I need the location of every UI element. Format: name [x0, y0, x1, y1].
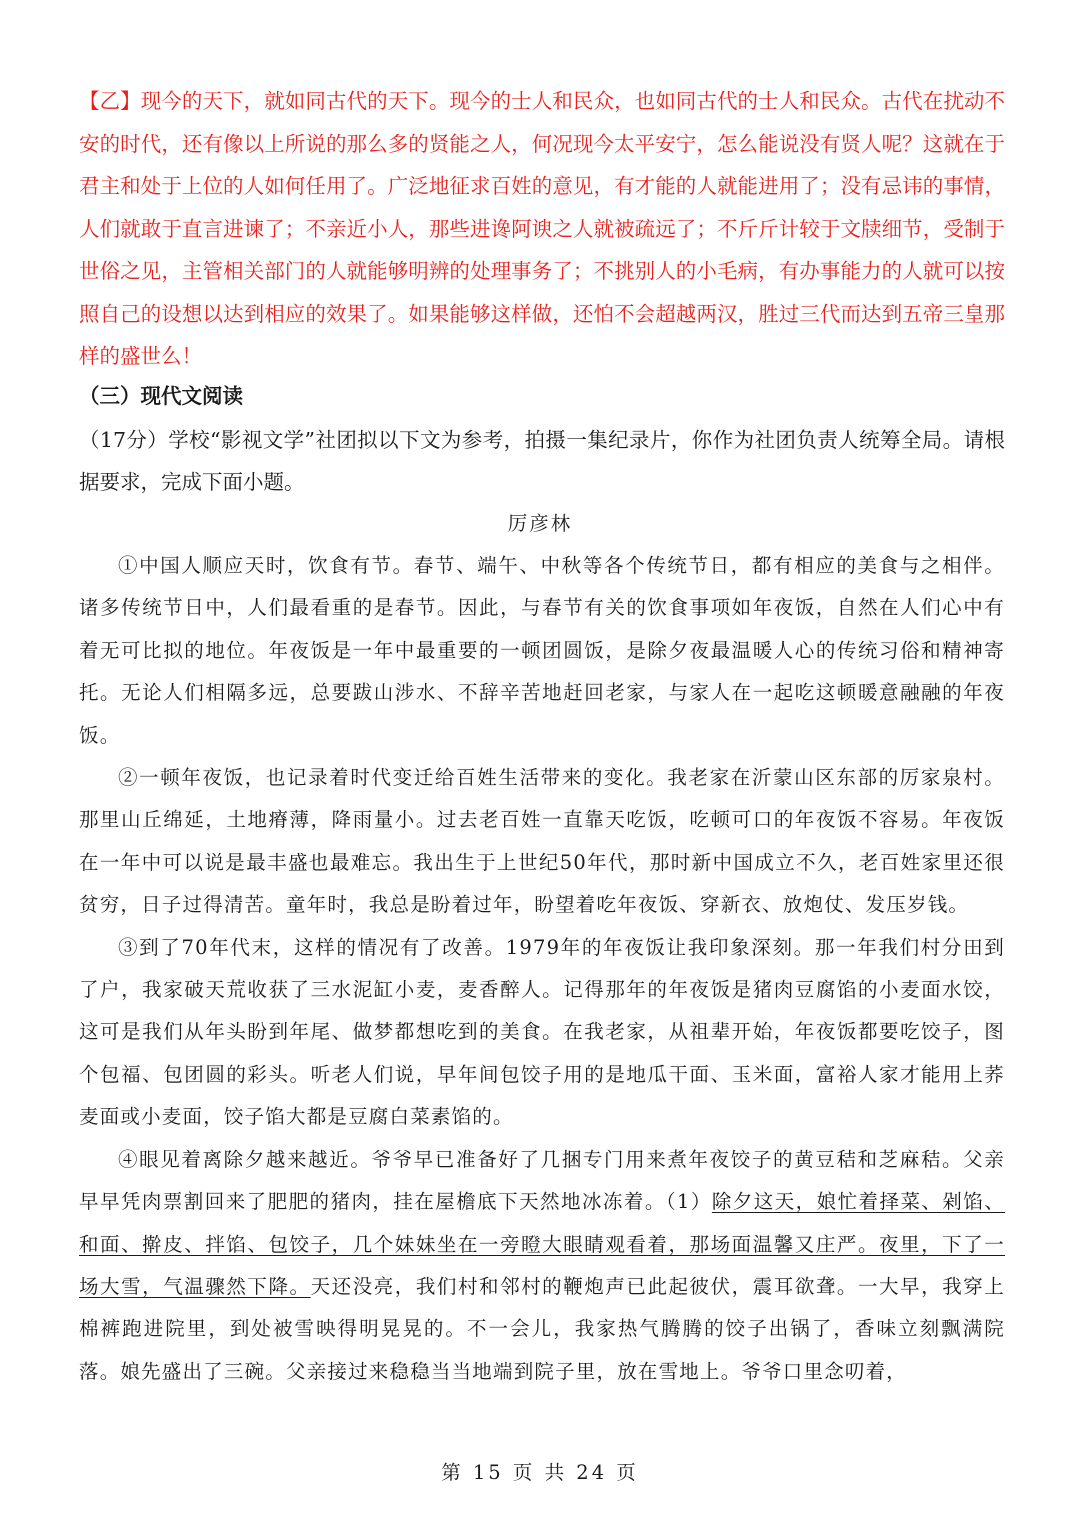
paragraph-4-lead: ④眼见着离除夕越来越近。爷爷早已准备好了几捆专门用来煮年夜饺子的黄豆秸和芝麻秸。父亲早早凭肉票割回来了肥肥的猪肉，挂在屋檐底下天然地冰冻着。	[79, 1147, 1005, 1214]
underlined-sentence: 除夕这天，娘忙着择菜、剁馅、和面、擀皮、拌馅、包饺子，几个妹妹坐在一旁瞪大眼睛观看着，那场面温馨又庄严。夜里，下了一场大雪，气温骤然下降。	[79, 1190, 1005, 1298]
page-number: 第 15 页 共 24 页	[441, 1461, 639, 1484]
paragraph-1: ①中国人顺应天时，饮食有节。春节、端午、中秋等各个传统节日，都有相应的美食与之相伴。诸多传统节日中，人们最看重的是春节。因此，与春节有关的饮食事项如年夜饭，自然在人们心中有着无可比拟的地位。年夜饭是一年中最重要的一顿团圆饭，是除夕夜最温暖人心的传统习俗和精神寄托。无论人们相隔多远，总要跋山涉水、不辞辛苦地赶回老家，与家人在一起吃这顿暖意融融的年夜饭。	[79, 554, 1005, 747]
paragraph-4	[79, 1139, 1005, 1393]
paragraph-2: ②一顿年夜饭，也记录着时代变迁给百姓生活带来的变化。我老家在沂蒙山区东部的厉家泉村。那里山丘绵延，土地瘠薄，降雨量小。过去老百姓一直靠天吃饭，吃顿可口的年夜饭不容易。年夜饭在一年中可以说是最丰盛也最难忘。我出生于上世纪50年代，那时新中国成立不久，老百姓家里还很贫穷，日子过得清苦。童年时，我总是盼着过年，盼望着吃年夜饭、穿新衣、放炮仗、发压岁钱。	[79, 766, 1005, 917]
task-instructions: （17分）学校“影视文学”社团拟以下文为参考，拍摄一集纪录片，你作为社团负责人统筹全局。请根据要求，完成下面小题。	[79, 428, 1005, 494]
question-marker: （1）	[665, 1190, 712, 1214]
article-author: 厉彦林	[507, 512, 573, 535]
translation-passage-b: 【乙】现今的天下，就如同古代的天下。现今的士人和民众，也如同古代的士人和民众。古代在扰动不安的时代，还有像以上所说的那么多的贤能之人，何况现今太平安宁，怎么能说没有贤人呢？这就在于君主和处于上位的人如何任用了。广泛地征求百姓的意见，有才能的人就能进用了；没有忌讳的事情，人们就敢于直言进谏了；不亲近小人，那些进谗阿谀之人就被疏远了；不斤斤计较于文牍细节，受制于世俗之见，主管相关部门的人就能够明辨的处理事务了；不挑别人的小毛病，有办事能力的人就可以按照自己的设想以达到相应的效果了。如果能够这样做，还怕不会超越两汉，胜过三代而达到五帝三皇那样的盛世么！	[79, 89, 1005, 368]
article-body	[79, 545, 1005, 1393]
section-heading: （三）现代文阅读	[79, 384, 243, 408]
paragraph-3: ③到了70年代末，这样的情况有了改善。1979年的年夜饭让我印象深刻。那一年我们村分田到了户，我家破天荒收获了三水泥缸小麦，麦香醉人。记得那年的年夜饭是猪肉豆腐馅的小麦面水饺，这可是我们从年头盼到年尾、做梦都想吃到的美食。在我老家，从祖辈开始，年夜饭都要吃饺子，图个包福、包团圆的彩头。听老人们说，早年间包饺子用的是地瓜干面、玉米面，富裕人家才能用上荞麦面或小麦面，饺子馅大都是豆腐白菜素馅的。	[79, 935, 1005, 1129]
paragraph-4-rest: 天还没亮，我们村和邻村的鞭炮声已此起彼伏，震耳欲聋。一大早，我穿上棉裤跑进院里，到处被雪映得明晃晃的。不一会儿，我家热气腾腾的饺子出锅了，香味立刻飘满院落。娘先盛出了三碗。父亲接过来稳稳当当地端到院子里，放在雪地上。爷爷口里念叨着，	[79, 1274, 1005, 1383]
